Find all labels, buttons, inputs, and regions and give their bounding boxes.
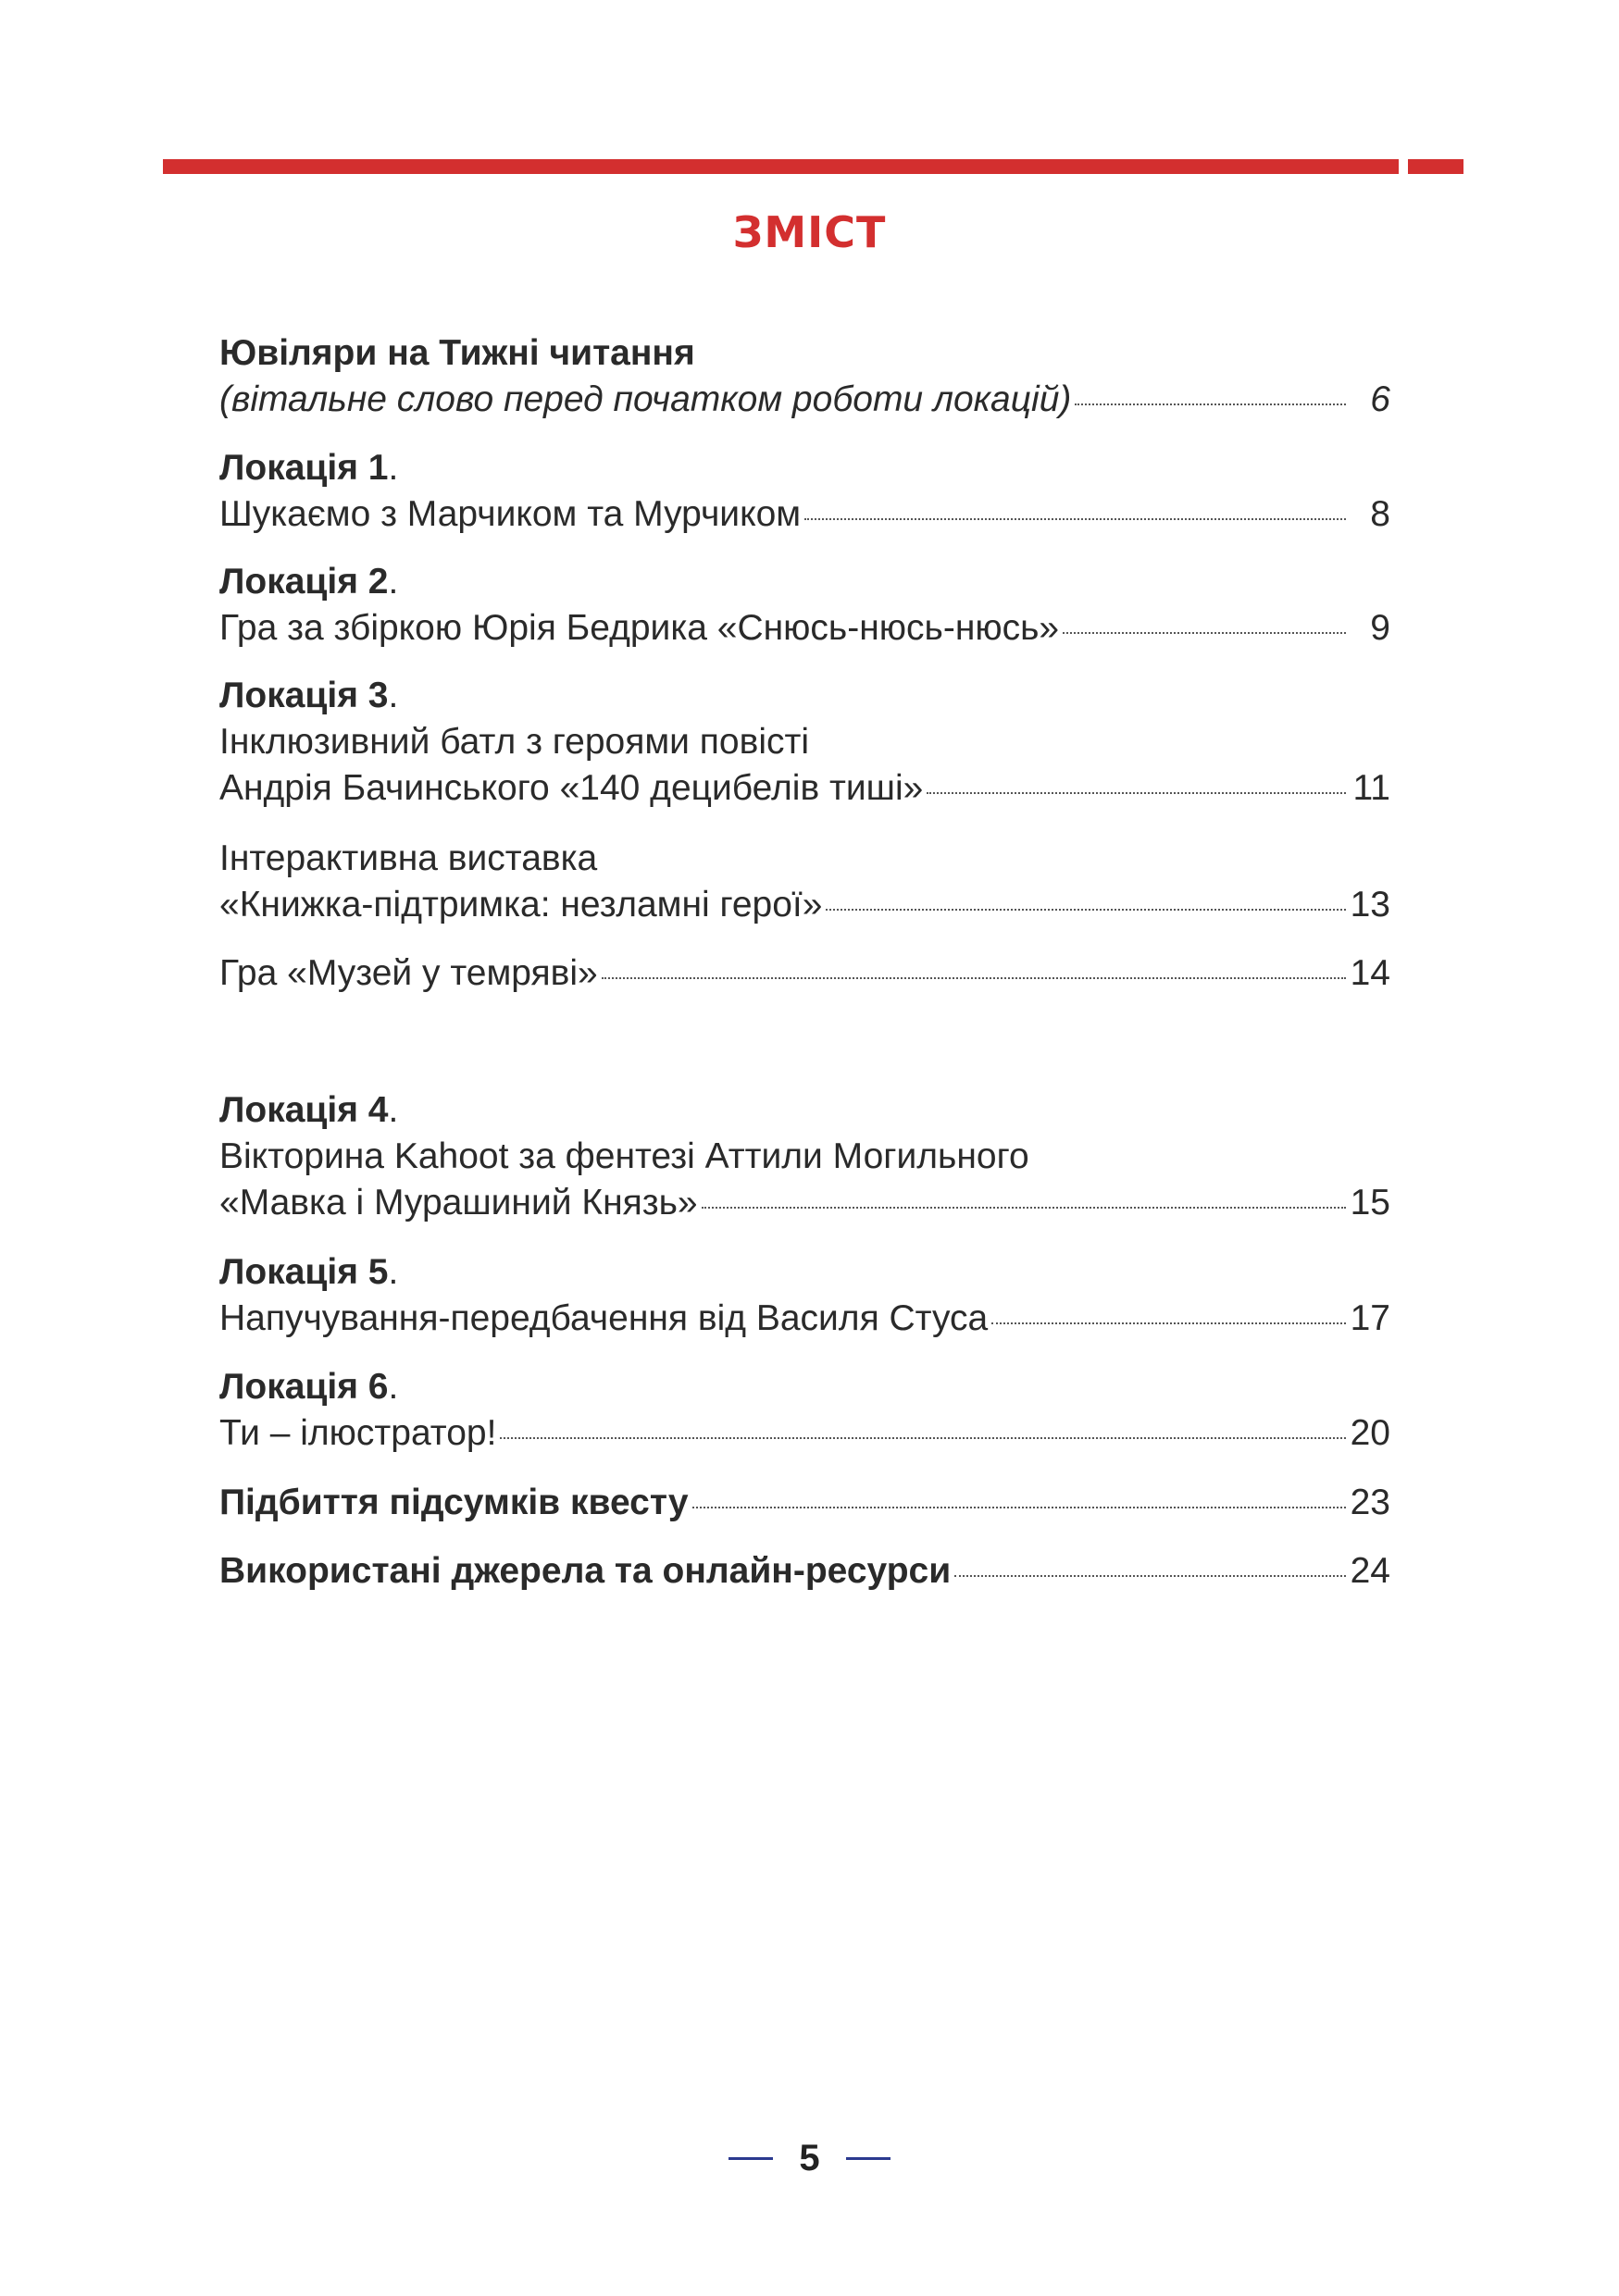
dot-leader (826, 909, 1346, 911)
dot-leader (1075, 403, 1346, 405)
toc-entry-heading: Локація 3 (219, 676, 389, 715)
toc-entry-heading: Локація 1 (219, 448, 389, 488)
toc-entry-location-6[interactable] (219, 1364, 1390, 1457)
heading-period: . (388, 562, 399, 602)
toc-entry-text-line: Вікторина Kahoot за фентезі Аттили Могильного (219, 1136, 1029, 1176)
dot-leader (954, 1575, 1346, 1577)
toc-page-number: 13 (1350, 885, 1390, 925)
dot-leader (692, 1507, 1346, 1508)
footer-dash-left (729, 2157, 773, 2160)
toc-entry-location-4[interactable] (219, 1087, 1390, 1226)
toc-entry-heading: Локація 2 (219, 562, 389, 602)
toc-entry-location-1[interactable] (219, 445, 1390, 538)
toc-entry-text: Гра за збіркою Юрія Бедрика «Снюсь-нюсь-нюсь» (219, 608, 1060, 648)
toc-page-number: 15 (1350, 1183, 1390, 1222)
toc-page-number: 9 (1370, 608, 1390, 648)
toc-entry-text: «Книжка-підтримка: незламні герої» (219, 885, 823, 925)
page-title: ЗМІСТ (732, 207, 887, 257)
toc-entry-text: Андрія Бачинського «140 децибелів тиші» (219, 768, 924, 808)
toc-entry-text: «Мавка і Мурашиний Князь» (219, 1183, 698, 1222)
toc-entry-text: (вітальне слово перед початком роботи локацій) (219, 379, 1072, 419)
toc-page-number: 6 (1370, 379, 1390, 419)
page-footer (0, 2138, 1619, 2179)
dot-leader (927, 792, 1346, 794)
toc-entry-location-3[interactable] (219, 673, 1390, 812)
toc-entry-text: Напучування-передбачення від Василя Стуса (219, 1298, 989, 1338)
heading-period: . (388, 448, 399, 488)
toc-entry-text: Гра «Музей у темряві» (219, 953, 598, 993)
toc-entry-location-5[interactable] (219, 1249, 1390, 1342)
toc-entry-text: Підбиття підсумків квесту (219, 1483, 689, 1522)
toc-entry-text: Ти – ілюстратор! (219, 1413, 497, 1453)
toc-page-number: 23 (1350, 1483, 1390, 1522)
dot-leader (804, 518, 1346, 520)
heading-period: . (388, 1252, 399, 1292)
heading-period: . (388, 1367, 399, 1407)
toc-entry-heading: Ювіляри на Тижні читання (219, 333, 695, 373)
toc-entry-exhibition[interactable] (219, 836, 1390, 928)
toc-page-number: 20 (1350, 1413, 1390, 1453)
heading-period: . (388, 676, 399, 715)
toc-entry-location-2[interactable] (219, 559, 1390, 652)
toc-entry-text: Використані джерела та онлайн-ресурси (219, 1551, 952, 1591)
dot-leader (1063, 632, 1346, 634)
toc-entry-text-line: Інтерактивна виставка (219, 838, 598, 878)
toc-entry-summary[interactable] (219, 1480, 1390, 1526)
dot-leader (602, 977, 1346, 979)
toc-entry-heading: Локація 5 (219, 1252, 389, 1292)
header-rule (163, 159, 1399, 174)
page-number: 5 (799, 2138, 820, 2178)
toc-page-number: 8 (1370, 494, 1390, 534)
dot-leader (991, 1322, 1346, 1324)
toc-entry-heading: Локація 6 (219, 1367, 389, 1407)
toc-page-number: 24 (1350, 1551, 1390, 1591)
toc-entry-museum-game[interactable] (219, 950, 1390, 997)
header-rule-accent (1408, 159, 1463, 174)
toc-page-number: 17 (1350, 1298, 1390, 1338)
toc-entry-intro[interactable] (219, 330, 1390, 423)
toc-entry-heading: Локація 4 (219, 1090, 389, 1130)
heading-period: . (388, 1090, 399, 1130)
toc-page-number: 14 (1350, 953, 1390, 993)
dot-leader (500, 1437, 1346, 1439)
toc-page-number: 11 (1352, 768, 1390, 808)
toc-entry-text: Шукаємо з Марчиком та Мурчиком (219, 494, 802, 534)
footer-dash-right (846, 2157, 890, 2160)
dot-leader (702, 1207, 1346, 1209)
toc-entry-sources[interactable] (219, 1548, 1390, 1595)
toc-entry-text-line: Інклюзивний батл з героями повісті (219, 722, 810, 762)
